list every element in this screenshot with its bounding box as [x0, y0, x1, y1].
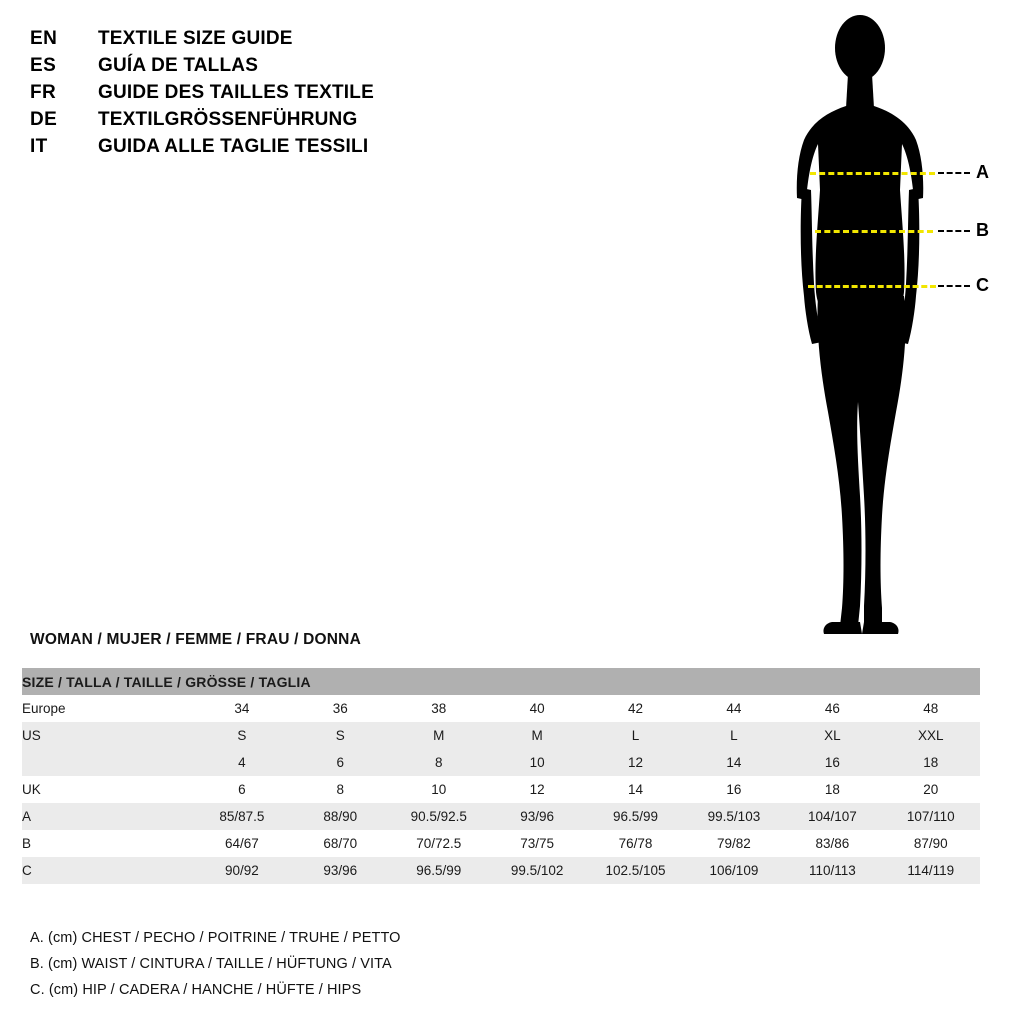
cell: S: [193, 722, 291, 749]
cell: 93/96: [488, 803, 586, 830]
cell: 96.5/99: [586, 803, 684, 830]
cell: 38: [390, 695, 488, 722]
cell: 99.5/103: [685, 803, 783, 830]
size-table: [22, 668, 980, 884]
legend-item-c: C. (cm) HIP / CADERA / HANCHE / HÜFTE / HIPS: [30, 982, 362, 998]
title-lang-fr: FR: [30, 82, 57, 103]
table-row: [22, 776, 980, 803]
cell: 6: [291, 749, 389, 776]
table-row: [22, 803, 980, 830]
title-block: [30, 28, 590, 163]
cell: 106/109: [685, 857, 783, 884]
title-lang-it: IT: [30, 136, 48, 157]
measurement-leader-c: [938, 285, 970, 287]
cell: 16: [685, 776, 783, 803]
cell: 64/67: [193, 830, 291, 857]
cell: 4: [193, 749, 291, 776]
cell: XL: [783, 722, 881, 749]
legend-item-b: B. (cm) WAIST / CINTURA / TAILLE / HÜFTUNG / VITA: [30, 956, 392, 972]
measurement-label-b: B: [976, 220, 989, 240]
cell: 102.5/105: [586, 857, 684, 884]
cell: 85/87.5: [193, 803, 291, 830]
measurement-label-c: C: [976, 275, 989, 295]
cell: 79/82: [685, 830, 783, 857]
title-text-es: GUÍA DE TALLAS: [98, 55, 259, 76]
section-heading-woman: WOMAN / MUJER / FEMME / FRAU / DONNA: [30, 631, 361, 648]
cell: 18: [783, 776, 881, 803]
cell: 10: [390, 776, 488, 803]
title-row: [30, 55, 590, 77]
cell: 34: [193, 695, 291, 722]
table-header-label: SIZE / TALLA / TAILLE / GRÖSSE / TAGLIA: [22, 668, 980, 695]
row-label-us-numeric: [22, 749, 193, 776]
table-row: [22, 695, 980, 722]
cell: 96.5/99: [390, 857, 488, 884]
cell: XXL: [882, 722, 980, 749]
cell: 10: [488, 749, 586, 776]
cell: 110/113: [783, 857, 881, 884]
title-lang-de: DE: [30, 109, 58, 130]
cell: 87/90: [882, 830, 980, 857]
title-row: [30, 82, 590, 104]
row-label-uk: UK: [22, 776, 193, 803]
cell: 114/119: [882, 857, 980, 884]
cell: L: [685, 722, 783, 749]
title-row: [30, 136, 590, 158]
row-label-a: A: [22, 803, 193, 830]
cell: M: [390, 722, 488, 749]
cell: 6: [193, 776, 291, 803]
cell: 104/107: [783, 803, 881, 830]
title-text-en: TEXTILE SIZE GUIDE: [98, 28, 293, 49]
title-text-fr: GUIDE DES TAILLES TEXTILE: [98, 82, 374, 103]
title-lang-es: ES: [30, 55, 57, 76]
cell: 83/86: [783, 830, 881, 857]
title-text-de: TEXTILGRÖSSENFÜHRUNG: [98, 109, 358, 130]
measurement-leader-a: [938, 172, 970, 174]
cell: 46: [783, 695, 881, 722]
cell: 44: [685, 695, 783, 722]
legend-item-a: A. (cm) CHEST / PECHO / POITRINE / TRUHE / PETTO: [30, 930, 401, 946]
title-row: [30, 28, 590, 50]
cell: 76/78: [586, 830, 684, 857]
cell: 70/72.5: [390, 830, 488, 857]
cell: 68/70: [291, 830, 389, 857]
cell: 107/110: [882, 803, 980, 830]
cell: 12: [488, 776, 586, 803]
female-body-silhouette-icon: [760, 10, 960, 640]
table-row: [22, 857, 980, 884]
cell: 48: [882, 695, 980, 722]
cell: 12: [586, 749, 684, 776]
table-header-row: [22, 668, 980, 695]
title-text-it: GUIDA ALLE TAGLIE TESSILI: [98, 136, 369, 157]
cell: 99.5/102: [488, 857, 586, 884]
measurement-legend: [30, 930, 401, 1008]
cell: 88/90: [291, 803, 389, 830]
measurement-figure: [700, 0, 1024, 640]
cell: 8: [291, 776, 389, 803]
cell: 14: [685, 749, 783, 776]
title-lang-en: EN: [30, 28, 58, 49]
table-row: [22, 722, 980, 749]
cell: 42: [586, 695, 684, 722]
cell: L: [586, 722, 684, 749]
cell: 20: [882, 776, 980, 803]
row-label-europe: Europe: [22, 695, 193, 722]
cell: 18: [882, 749, 980, 776]
table-row: [22, 749, 980, 776]
table-row: [22, 830, 980, 857]
row-label-c: C: [22, 857, 193, 884]
cell: 90.5/92.5: [390, 803, 488, 830]
cell: S: [291, 722, 389, 749]
cell: 16: [783, 749, 881, 776]
measurement-line-c: [808, 285, 936, 288]
row-label-us: US: [22, 722, 193, 749]
title-row: [30, 109, 590, 131]
cell: 36: [291, 695, 389, 722]
measurement-line-b: [815, 230, 933, 233]
cell: 14: [586, 776, 684, 803]
measurement-leader-b: [938, 230, 970, 232]
cell: 40: [488, 695, 586, 722]
measurement-line-a: [810, 172, 935, 175]
cell: 73/75: [488, 830, 586, 857]
cell: 93/96: [291, 857, 389, 884]
cell: 90/92: [193, 857, 291, 884]
row-label-b: B: [22, 830, 193, 857]
cell: 8: [390, 749, 488, 776]
cell: M: [488, 722, 586, 749]
measurement-label-a: A: [976, 162, 989, 182]
